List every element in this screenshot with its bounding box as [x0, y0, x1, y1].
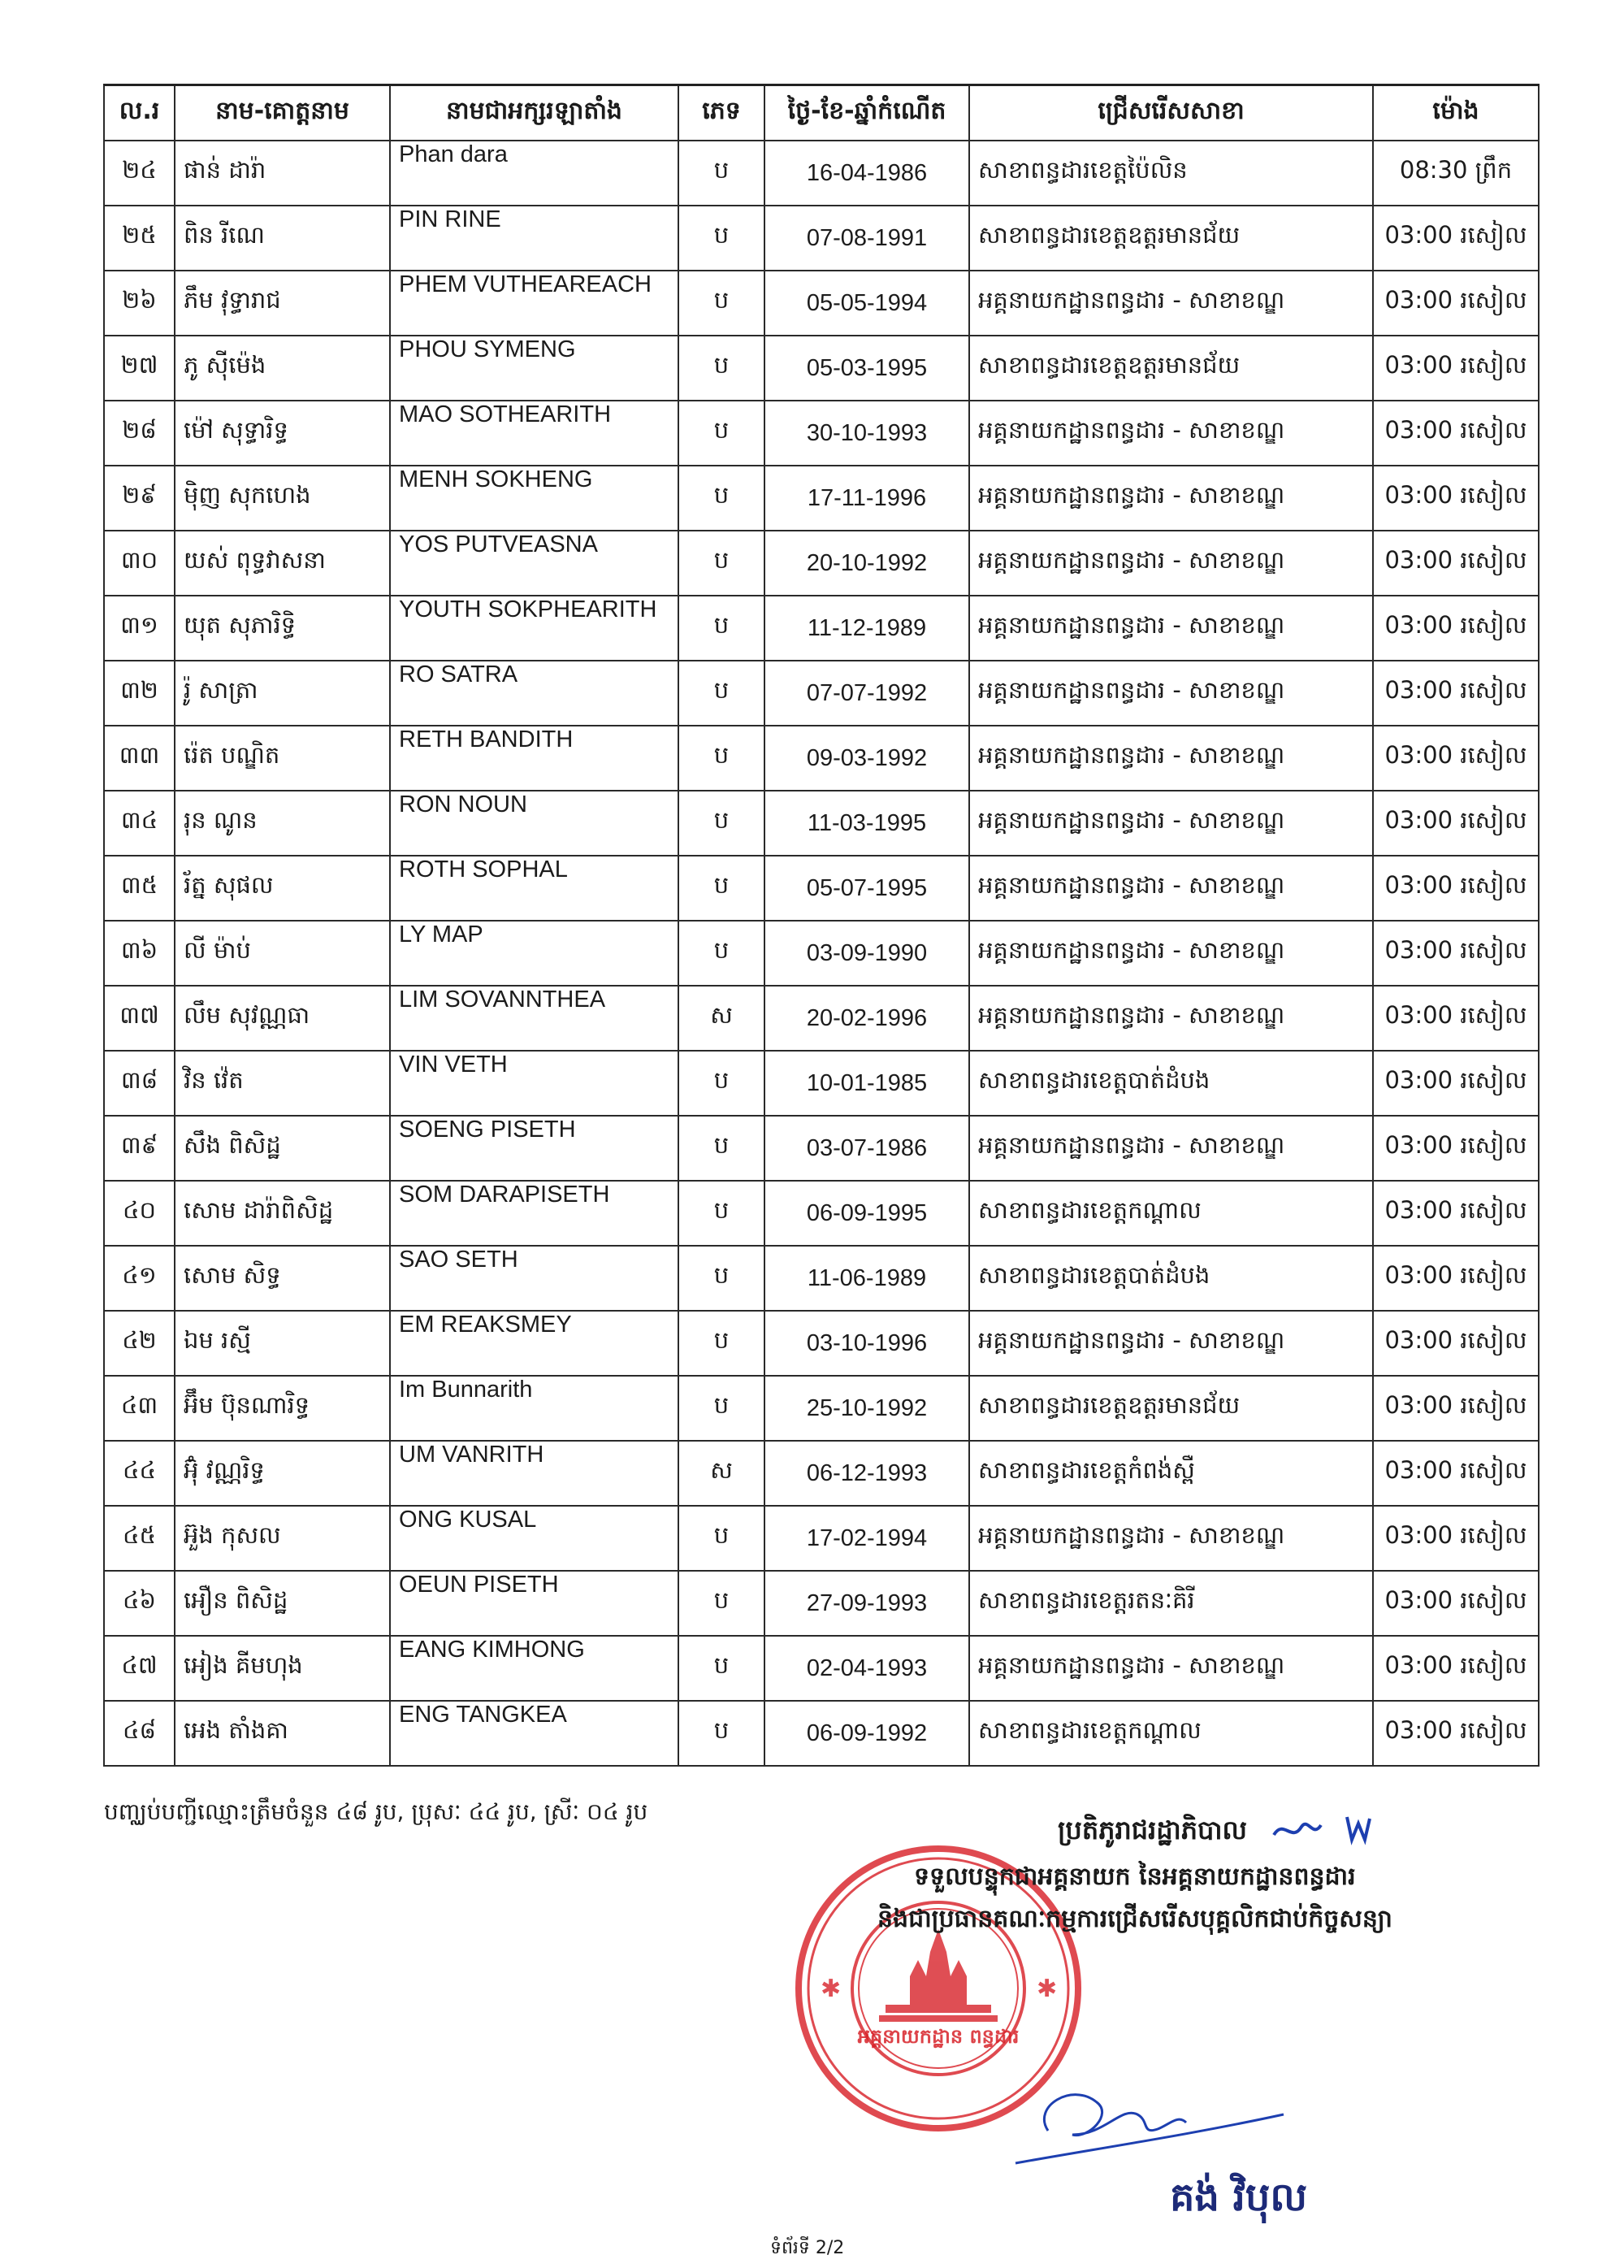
table-row — [104, 1051, 1539, 1116]
cell-number: ៤៤ — [104, 1441, 175, 1506]
cell-date-of-birth: 27-09-1993 — [764, 1571, 969, 1636]
table-row — [104, 661, 1539, 726]
cell-branch: អគ្គនាយកដ្ឋានពន្ធដារ - សាខាខណ្ឌ — [969, 921, 1373, 986]
table-row — [104, 1116, 1539, 1181]
cell-latin-name: LY MAP — [390, 921, 678, 986]
cell-branch: សាខាពន្ធដារខេត្តឧត្តរមានជ័យ — [969, 1376, 1373, 1441]
cell-time: 03:00 រសៀល — [1373, 1571, 1539, 1636]
cell-date-of-birth: 02-04-1993 — [764, 1636, 969, 1701]
cell-date-of-birth: 03-07-1986 — [764, 1116, 969, 1181]
cell-khmer-name: អ៊ុំ វណ្ណរិទ្ធ — [175, 1441, 390, 1506]
cell-khmer-name: យស់ ពុទ្ធវាសនា — [175, 531, 390, 596]
cell-number: ៣៣ — [104, 726, 175, 791]
cell-branch: សាខាពន្ធដារខេត្តកណ្ដាល — [969, 1701, 1373, 1766]
table-row — [104, 1441, 1539, 1506]
cell-date-of-birth: 09-03-1992 — [764, 726, 969, 791]
cell-sex: ប — [678, 401, 764, 466]
cell-latin-name: MENH SOKHENG — [390, 466, 678, 531]
table-header-row — [104, 85, 1539, 141]
cell-sex: ប — [678, 1506, 764, 1571]
cell-branch: អគ្គនាយកដ្ឋានពន្ធដារ - សាខាខណ្ឌ — [969, 856, 1373, 921]
svg-text:✱: ✱ — [1037, 1975, 1058, 2003]
initials-mark — [1267, 1802, 1389, 1859]
cell-branch: អគ្គនាយកដ្ឋានពន្ធដារ - សាខាខណ្ឌ — [969, 791, 1373, 856]
table-row — [104, 1636, 1539, 1701]
cell-time: 03:00 រសៀល — [1373, 1051, 1539, 1116]
handwritten-signature — [999, 2058, 1292, 2171]
cell-sex: ប — [678, 1246, 764, 1311]
table-row — [104, 921, 1539, 986]
cell-latin-name: VIN VETH — [390, 1051, 678, 1116]
cell-khmer-name: ពិន រីណេ — [175, 206, 390, 271]
table-row — [104, 336, 1539, 401]
cell-number: ៣៥ — [104, 856, 175, 921]
header-branch: ជ្រើសរើសសាខា — [969, 85, 1373, 141]
cell-date-of-birth: 20-10-1992 — [764, 531, 969, 596]
cell-sex: ប — [678, 336, 764, 401]
cell-number: ៤១ — [104, 1246, 175, 1311]
cell-branch: អគ្គនាយកដ្ឋានពន្ធដារ - សាខាខណ្ឌ — [969, 466, 1373, 531]
header-number: ល.រ — [104, 85, 175, 141]
table-row — [104, 466, 1539, 531]
cell-sex: ប — [678, 141, 764, 206]
cell-time: 03:00 រសៀល — [1373, 401, 1539, 466]
cell-branch: សាខាពន្ធដារខេត្តបាត់ដំបង — [969, 1051, 1373, 1116]
cell-date-of-birth: 11-03-1995 — [764, 791, 969, 856]
table-row — [104, 1571, 1539, 1636]
cell-date-of-birth: 06-09-1995 — [764, 1181, 969, 1246]
cell-khmer-name: លី ម៉ាប់ — [175, 921, 390, 986]
cell-number: ២៧ — [104, 336, 175, 401]
cell-latin-name: PHOU SYMENG — [390, 336, 678, 401]
table-row — [104, 1701, 1539, 1766]
cell-time: 03:00 រសៀល — [1373, 726, 1539, 791]
cell-date-of-birth: 30-10-1993 — [764, 401, 969, 466]
cell-khmer-name: សោម សិទ្ធ — [175, 1246, 390, 1311]
cell-time: 03:00 រសៀល — [1373, 1636, 1539, 1701]
cell-sex: ប — [678, 1376, 764, 1441]
cell-time: 03:00 រសៀល — [1373, 986, 1539, 1051]
cell-sex: ប — [678, 1571, 764, 1636]
cell-number: ៤៦ — [104, 1571, 175, 1636]
cell-time: 03:00 រសៀល — [1373, 1701, 1539, 1766]
cell-khmer-name: សោម ដារ៉ាពិសិដ្ឋ — [175, 1181, 390, 1246]
cell-latin-name: SOM DARAPISETH — [390, 1181, 678, 1246]
cell-sex: ប — [678, 791, 764, 856]
cell-latin-name: Im Bunnarith — [390, 1376, 678, 1441]
table-row — [104, 401, 1539, 466]
header-date-of-birth: ថ្ងៃ-ខែ-ឆ្នាំកំណើត — [764, 85, 969, 141]
cell-sex: ប — [678, 1636, 764, 1701]
cell-number: ៣៧ — [104, 986, 175, 1051]
page-number: ទំព័រទី 2/2 — [770, 2238, 845, 2258]
cell-date-of-birth: 07-07-1992 — [764, 661, 969, 726]
cell-branch: សាខាពន្ធដារខេត្តកំពង់ស្ពឺ — [969, 1441, 1373, 1506]
cell-sex: ប — [678, 271, 764, 336]
table-row — [104, 791, 1539, 856]
cell-khmer-name: អឿន ពិសិដ្ឋ — [175, 1571, 390, 1636]
candidate-table — [103, 84, 1540, 1767]
table-row — [104, 206, 1539, 271]
cell-latin-name: PIN RINE — [390, 206, 678, 271]
cell-sex: ប — [678, 921, 764, 986]
cell-branch: អគ្គនាយកដ្ឋានពន្ធដារ - សាខាខណ្ឌ — [969, 1311, 1373, 1376]
cell-khmer-name: រ័ត្ន សុផល — [175, 856, 390, 921]
table-row — [104, 856, 1539, 921]
cell-number: ២៤ — [104, 141, 175, 206]
cell-number: ៣៩ — [104, 1116, 175, 1181]
cell-khmer-name: ភូ ស៊ីម៉េង — [175, 336, 390, 401]
cell-sex: ប — [678, 206, 764, 271]
cell-latin-name: PHEM VUTHEAREACH — [390, 271, 678, 336]
cell-sex: ប — [678, 531, 764, 596]
cell-sex: ប — [678, 856, 764, 921]
cell-number: ៣៤ — [104, 791, 175, 856]
header-sex: ភេទ — [678, 85, 764, 141]
cell-number: ៤៥ — [104, 1506, 175, 1571]
cell-time: 03:00 រសៀល — [1373, 1116, 1539, 1181]
header-time: ម៉ោង — [1373, 85, 1539, 141]
cell-sex: ប — [678, 596, 764, 661]
cell-branch: អគ្គនាយកដ្ឋានពន្ធដារ - សាខាខណ្ឌ — [969, 1506, 1373, 1571]
cell-time: 03:00 រសៀល — [1373, 1246, 1539, 1311]
cell-sex: ប — [678, 661, 764, 726]
cell-time: 03:00 រសៀល — [1373, 921, 1539, 986]
cell-branch: សាខាពន្ធដារខេត្តបាត់ដំបង — [969, 1246, 1373, 1311]
cell-date-of-birth: 03-09-1990 — [764, 921, 969, 986]
cell-sex: ប — [678, 726, 764, 791]
cell-khmer-name: រ៉េត បណ្ឌិត — [175, 726, 390, 791]
cell-branch: សាខាពន្ធដារខេត្តរតនៈគិរី — [969, 1571, 1373, 1636]
cell-time: 03:00 រសៀល — [1373, 856, 1539, 921]
table-row — [104, 726, 1539, 791]
cell-sex: ស — [678, 986, 764, 1051]
cell-latin-name: ENG TANGKEA — [390, 1701, 678, 1766]
header-latin-name: នាមជាអក្សរឡាតាំង — [390, 85, 678, 141]
cell-number: ៤០ — [104, 1181, 175, 1246]
cell-branch: អគ្គនាយកដ្ឋានពន្ធដារ - សាខាខណ្ឌ — [969, 726, 1373, 791]
cell-latin-name: EANG KIMHONG — [390, 1636, 678, 1701]
cell-number: ៤៣ — [104, 1376, 175, 1441]
cell-time: 03:00 រសៀល — [1373, 661, 1539, 726]
table-row — [104, 986, 1539, 1051]
cell-branch: សាខាពន្ធដារខេត្តកណ្ដាល — [969, 1181, 1373, 1246]
cell-branch: អគ្គនាយកដ្ឋានពន្ធដារ - សាខាខណ្ឌ — [969, 596, 1373, 661]
table-row — [104, 1181, 1539, 1246]
table-row — [104, 1311, 1539, 1376]
cell-branch: សាខាពន្ធដារខេត្តឧត្តរមានជ័យ — [969, 206, 1373, 271]
cell-date-of-birth: 16-04-1986 — [764, 141, 969, 206]
table-row — [104, 271, 1539, 336]
cell-number: ៤៨ — [104, 1701, 175, 1766]
cell-date-of-birth: 06-09-1992 — [764, 1701, 969, 1766]
cell-time: 03:00 រសៀល — [1373, 531, 1539, 596]
cell-branch: អគ្គនាយកដ្ឋានពន្ធដារ - សាខាខណ្ឌ — [969, 986, 1373, 1051]
cell-date-of-birth: 05-07-1995 — [764, 856, 969, 921]
cell-khmer-name: វិន វ៉េត — [175, 1051, 390, 1116]
cell-branch: អគ្គនាយកដ្ឋានពន្ធដារ - សាខាខណ្ឌ — [969, 401, 1373, 466]
signer-name: គង់ វិបុល — [1170, 2175, 1308, 2220]
cell-number: ៤២ — [104, 1311, 175, 1376]
cell-number: ២៨ — [104, 401, 175, 466]
cell-branch: អគ្គនាយកដ្ឋានពន្ធដារ - សាខាខណ្ឌ — [969, 1116, 1373, 1181]
cell-date-of-birth: 05-05-1994 — [764, 271, 969, 336]
cell-khmer-name: ភឹម វុទ្ធារាជ — [175, 271, 390, 336]
cell-date-of-birth: 25-10-1992 — [764, 1376, 969, 1441]
table-row — [104, 596, 1539, 661]
cell-latin-name: OEUN PISETH — [390, 1571, 678, 1636]
cell-khmer-name: ឯម រស្មី — [175, 1311, 390, 1376]
cell-khmer-name: លឹម សុវណ្ណធា — [175, 986, 390, 1051]
cell-number: ២៥ — [104, 206, 175, 271]
cell-latin-name: SAO SETH — [390, 1246, 678, 1311]
cell-sex: ប — [678, 1311, 764, 1376]
cell-time: 03:00 រសៀល — [1373, 206, 1539, 271]
table-row — [104, 1506, 1539, 1571]
cell-khmer-name: អ៊ួង កុសល — [175, 1506, 390, 1571]
cell-number: ៣០ — [104, 531, 175, 596]
svg-text:✱: ✱ — [821, 1975, 842, 2003]
cell-khmer-name: ម៉ិញ សុកហេង — [175, 466, 390, 531]
table-row — [104, 1246, 1539, 1311]
cell-latin-name: ROTH SOPHAL — [390, 856, 678, 921]
cell-latin-name: RON NOUN — [390, 791, 678, 856]
table-row — [104, 141, 1539, 206]
cell-number: ៣៨ — [104, 1051, 175, 1116]
cell-number: ៣២ — [104, 661, 175, 726]
cell-branch: អគ្គនាយកដ្ឋានពន្ធដារ - សាខាខណ្ឌ — [969, 271, 1373, 336]
cell-khmer-name: អៀង គីមហុង — [175, 1636, 390, 1701]
cell-branch: សាខាពន្ធដារខេត្តប៉ៃលិន — [969, 141, 1373, 206]
cell-latin-name: SOENG PISETH — [390, 1116, 678, 1181]
cell-number: ៤៧ — [104, 1636, 175, 1701]
cell-latin-name: YOUTH SOKPHEARITH — [390, 596, 678, 661]
cell-time: 03:00 រសៀល — [1373, 336, 1539, 401]
cell-number: ២៩ — [104, 466, 175, 531]
cell-khmer-name: ផាន់ ដារ៉ា — [175, 141, 390, 206]
cell-date-of-birth: 11-06-1989 — [764, 1246, 969, 1311]
cell-latin-name: RO SATRA — [390, 661, 678, 726]
cell-date-of-birth: 06-12-1993 — [764, 1441, 969, 1506]
cell-latin-name: Phan dara — [390, 141, 678, 206]
cell-date-of-birth: 03-10-1996 — [764, 1311, 969, 1376]
signature-title-line-1: ប្រតិភូរាជរដ្ឋាភិបាល — [1058, 1815, 1247, 1845]
table-row — [104, 531, 1539, 596]
cell-khmer-name: យុត សុភារិទ្ធិ — [175, 596, 390, 661]
cell-date-of-birth: 20-02-1996 — [764, 986, 969, 1051]
cell-sex: ប — [678, 1701, 764, 1766]
summary-line: បញ្ឈប់បញ្ជីឈ្មោះត្រឹមចំនួន ៤៨ រូប, ប្រុសៈ ៤៤ រូប, ស្រីៈ ០៤ រូប — [104, 1798, 648, 1825]
cell-date-of-birth: 07-08-1991 — [764, 206, 969, 271]
table-row — [104, 1376, 1539, 1441]
cell-latin-name: YOS PUTVEASNA — [390, 531, 678, 596]
cell-khmer-name: រ៉ូ សាត្រា — [175, 661, 390, 726]
cell-time: 03:00 រសៀល — [1373, 1441, 1539, 1506]
header-khmer-name: នាម-គោត្តនាម — [175, 85, 390, 141]
signature-title-line-3: និងជាប្រធានគណៈកម្មការជ្រើសរើសបុគ្គលិកជាប់កិច្ចសន្យា — [877, 1905, 1392, 1933]
cell-latin-name: MAO SOTHEARITH — [390, 401, 678, 466]
cell-time: 03:00 រសៀល — [1373, 466, 1539, 531]
cell-sex: ប — [678, 1116, 764, 1181]
cell-latin-name: EM REAKSMEY — [390, 1311, 678, 1376]
cell-time: 03:00 រសៀល — [1373, 1376, 1539, 1441]
cell-date-of-birth: 10-01-1985 — [764, 1051, 969, 1116]
cell-branch: អគ្គនាយកដ្ឋានពន្ធដារ - សាខាខណ្ឌ — [969, 531, 1373, 596]
seal-center-text: អគ្គនាយកដ្ឋាន ពន្ធដារ — [857, 2025, 1020, 2048]
signature-title-line-2: ទទួលបន្ទុកជាអគ្គនាយក នៃអគ្គនាយកដ្ឋានពន្ធដារ — [914, 1863, 1356, 1891]
cell-sex: ស — [678, 1441, 764, 1506]
cell-sex: ប — [678, 466, 764, 531]
cell-latin-name: RETH BANDITH — [390, 726, 678, 791]
cell-sex: ប — [678, 1181, 764, 1246]
cell-date-of-birth: 17-02-1994 — [764, 1506, 969, 1571]
cell-branch: សាខាពន្ធដារខេត្តឧត្តរមានជ័យ — [969, 336, 1373, 401]
cell-time: 03:00 រសៀល — [1373, 1506, 1539, 1571]
cell-sex: ប — [678, 1051, 764, 1116]
cell-latin-name: LIM SOVANNTHEA — [390, 986, 678, 1051]
cell-khmer-name: រុន ណូន — [175, 791, 390, 856]
cell-number: ២៦ — [104, 271, 175, 336]
cell-khmer-name: សឹង ពិសិដ្ឋ — [175, 1116, 390, 1181]
cell-khmer-name: អេង តាំងគា — [175, 1701, 390, 1766]
cell-khmer-name: អ៊ឹម ប៊ុនណារិទ្ធ — [175, 1376, 390, 1441]
cell-time: 03:00 រសៀល — [1373, 791, 1539, 856]
cell-time: 03:00 រសៀល — [1373, 271, 1539, 336]
cell-khmer-name: ម៉ៅ សុទ្ធារិទ្ធ — [175, 401, 390, 466]
cell-number: ៣៦ — [104, 921, 175, 986]
cell-branch: អគ្គនាយកដ្ឋានពន្ធដារ - សាខាខណ្ឌ — [969, 661, 1373, 726]
cell-date-of-birth: 05-03-1995 — [764, 336, 969, 401]
cell-time: 08:30 ព្រឹក — [1373, 141, 1539, 206]
cell-time: 03:00 រសៀល — [1373, 596, 1539, 661]
cell-number: ៣១ — [104, 596, 175, 661]
cell-time: 03:00 រសៀល — [1373, 1311, 1539, 1376]
cell-date-of-birth: 17-11-1996 — [764, 466, 969, 531]
cell-latin-name: ONG KUSAL — [390, 1506, 678, 1571]
cell-time: 03:00 រសៀល — [1373, 1181, 1539, 1246]
cell-date-of-birth: 11-12-1989 — [764, 596, 969, 661]
cell-latin-name: UM VANRITH — [390, 1441, 678, 1506]
cell-branch: អគ្គនាយកដ្ឋានពន្ធដារ - សាខាខណ្ឌ — [969, 1636, 1373, 1701]
